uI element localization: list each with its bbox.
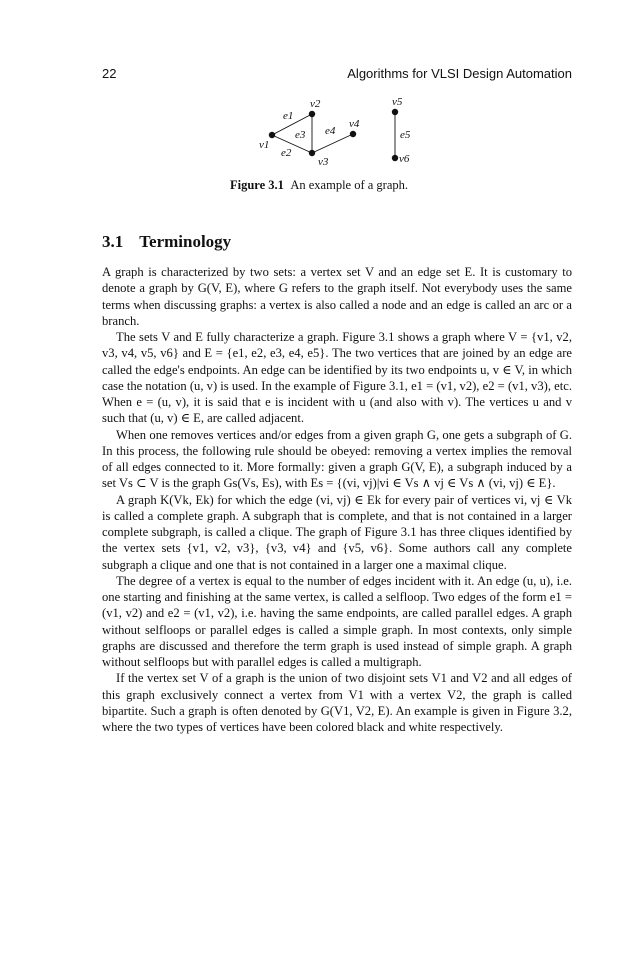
label-e3: e3 xyxy=(295,129,306,141)
paragraph-6: If the vertex set V of a graph is the union of two disjoint sets V1 and V2 and all edges of this graph exclusively connect a vertex from V1 with a vertex V2, the graph is called bipartite. Such a graph is often denoted by G(V1, V2, E). An example is given in Figure 3.2, where the two types of vertices have been colored black and white respectively. xyxy=(102,671,572,734)
label-e4: e4 xyxy=(325,125,336,137)
label-v1: v1 xyxy=(259,139,270,151)
body-text xyxy=(102,264,572,735)
label-v5: v5 xyxy=(392,96,403,108)
caption-label: Figure 3.1 xyxy=(229,178,284,192)
section-heading xyxy=(102,232,247,252)
caption-text: An example of a graph. xyxy=(290,178,409,192)
vertex-v3 xyxy=(309,150,315,156)
vertex-v4 xyxy=(350,131,356,137)
label-v6: v6 xyxy=(399,153,410,165)
paragraph-1: A graph is characterized by two sets: a vertex set V and an edge set E. It is customary to denote a graph by G(V, E), where G refers to the graph itself. Not everybody uses the same terms when discussing graphs: a vertex is also called a node and an edge is called an arc or a branch. xyxy=(102,265,572,328)
section-title: Terminology xyxy=(139,232,232,251)
vertex-v5 xyxy=(392,109,398,115)
label-v3: v3 xyxy=(318,156,329,168)
vertex-v6 xyxy=(392,155,398,161)
section-number: 3.1 xyxy=(102,232,124,251)
paragraph-2: The sets V and E fully characterize a graph. Figure 3.1 shows a graph where V = {v1, v2, v3, v4, v5, v6} and E = {e1, e2, e3, e4, e5}. The two vertices that are joined by an edge are called the edge's endpoints. An edge can be identified by its two endpoints u, v ∈ V, in which case the notation (u, v) is used. In the example of Figure 3.1, e1 = (v1, v2), e2 = (v1, v3), etc. When e = (u, v), it is said that e is incident with u (and also with v). The vertices u and v such that (u, v) ∈ E, are called adjacent. xyxy=(102,330,572,426)
vertex-v1 xyxy=(269,132,275,138)
graph-figure xyxy=(240,90,440,190)
figure-caption xyxy=(0,178,638,193)
label-e2: e2 xyxy=(281,147,292,159)
page-number: 22 xyxy=(102,66,117,81)
paragraph-4: A graph K(Vk, Ek) for which the edge (vi, vj) ∈ Ek for every pair of vertices vi, vj ∈ Vk is called a complete graph. A subgraph that is complete, and that is not contained in a larger complete subgraph, is called a clique. The graph of Figure 3.1 has three cliques identified by the vertex sets {v1, v2, v3}, {v3, v4} and {v5, v6}. Some authors call any complete subgraph a clique and one that is not contained in a larger one a maximal clique. xyxy=(102,492,572,572)
paragraph-3: When one removes vertices and/or edges from a given graph G, one gets a subgraph of G. In this process, the following rule should be obeyed: removing a vertex implies the removal of all edges connected to it. More formally: given a graph G(V, E), a subgraph induced by a set Vs ⊂ V is the graph Gs(Vs, Es), with Es = {(vi, vj)|vi ∈ Vs ∧ vj ∈ Vs ∧ (vi, vj) ∈ E}. xyxy=(102,427,572,491)
edge-e2 xyxy=(272,135,312,153)
paragraph-5: The degree of a vertex is equal to the number of edges incident with it. An edge (u, u), i.e. one starting and finishing at the same vertex, is called a selfloop. Two edges of the form e1 = (v1, v2) and e2 = (v1, v2), i.e. having the same endpoints, are called parallel edges. A graph without selfloops or parallel edges is called a simple graph. In most contexts, only simple graphs are discussed and therefore the term graph is used instead of simple graph. A graph without selfloops but with parallel edges is called a multigraph. xyxy=(102,573,572,669)
label-v2: v2 xyxy=(310,98,321,110)
running-title: Algorithms for VLSI Design Automation xyxy=(347,66,572,81)
label-e5: e5 xyxy=(400,129,411,141)
label-e1: e1 xyxy=(283,110,294,122)
vertex-v2 xyxy=(309,111,315,117)
label-v4: v4 xyxy=(349,118,360,130)
